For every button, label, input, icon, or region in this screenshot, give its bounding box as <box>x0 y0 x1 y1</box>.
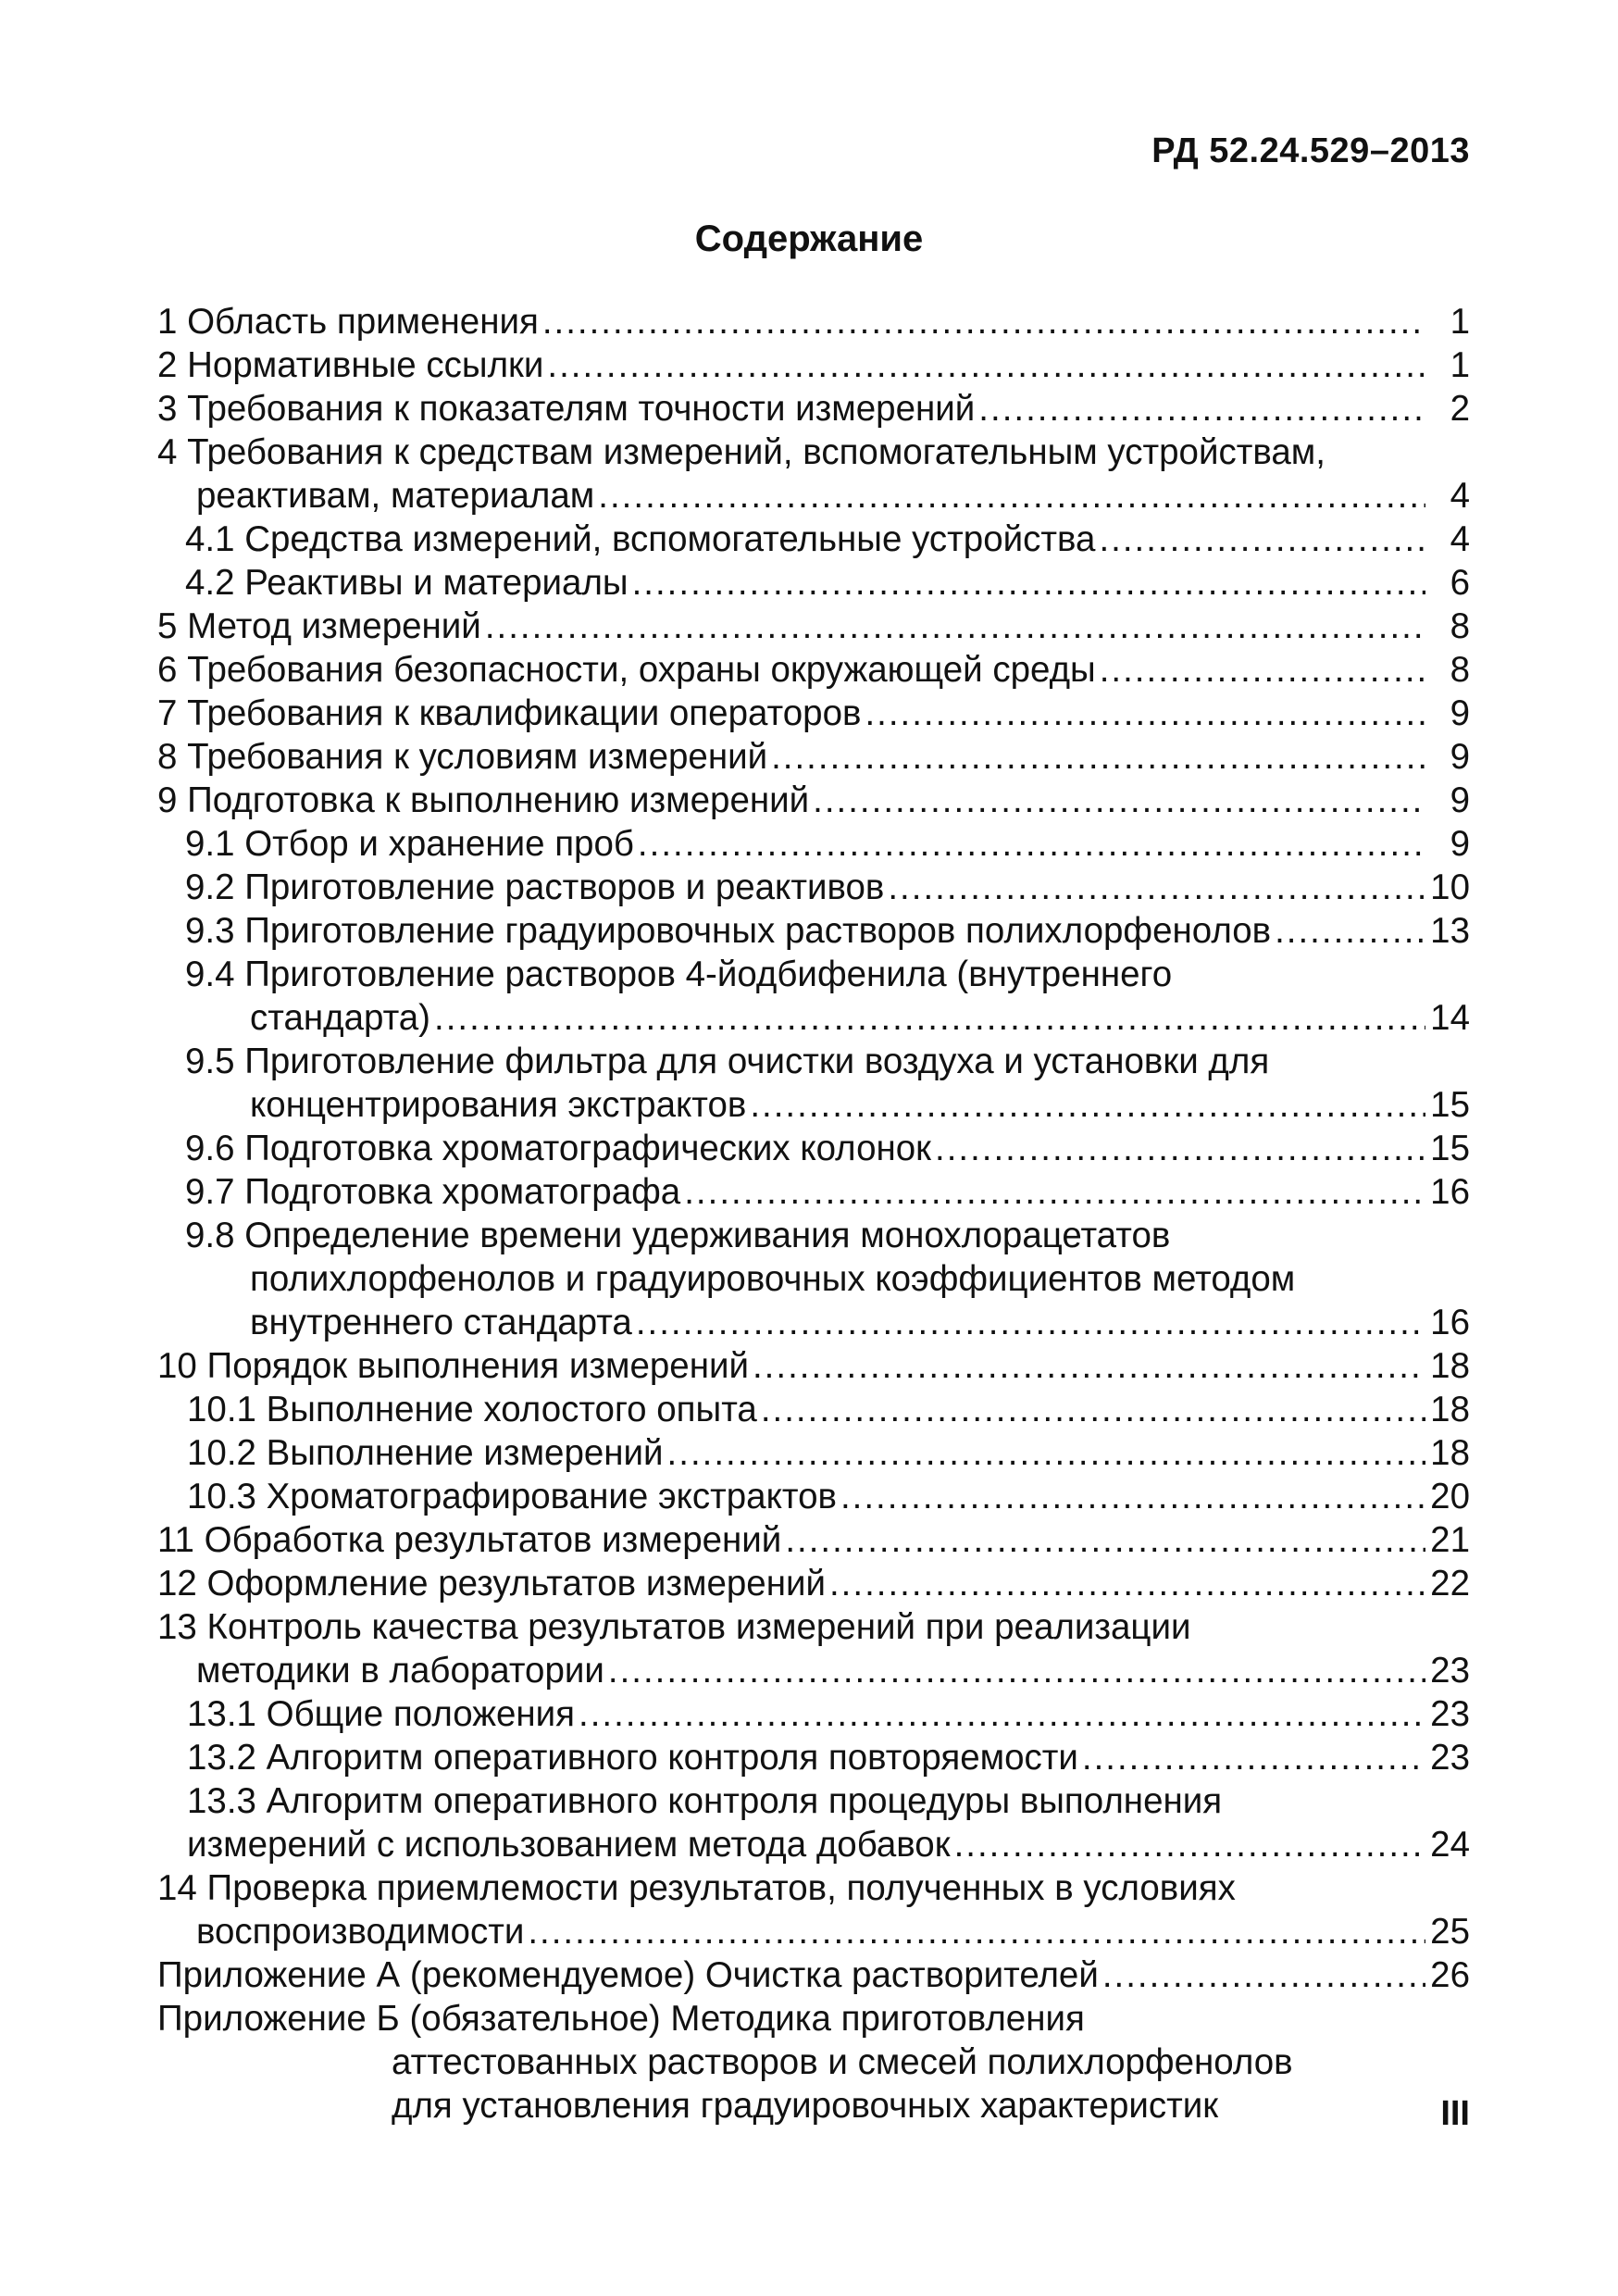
dot-leader <box>485 605 1425 648</box>
toc-entry[interactable] <box>157 1562 1470 1605</box>
toc-page-number: 18 <box>1430 1346 1470 1386</box>
toc-entry[interactable] <box>157 953 1470 1040</box>
toc-page-number: 14 <box>1430 998 1470 1038</box>
toc-entry[interactable] <box>157 1518 1470 1562</box>
toc-entry-text: 10 Порядок выполнения измерений <box>157 1346 749 1386</box>
toc-entry[interactable] <box>157 1388 1470 1431</box>
toc-entry-text: 1 Область применения <box>157 302 539 342</box>
toc-entry-text: 10.3 Хроматографирование экстрактов <box>187 1477 837 1516</box>
toc-title: Содержание <box>694 218 924 259</box>
toc-entry[interactable] <box>157 561 1470 605</box>
toc-entry-text: 8 Требования к условиям измерений <box>157 737 768 777</box>
toc-entry[interactable] <box>157 1605 1470 1692</box>
toc-entry-text: концентрирования экстрактов <box>250 1085 747 1125</box>
dot-leader <box>785 1518 1425 1562</box>
dot-leader <box>434 996 1425 1040</box>
toc-entry[interactable] <box>157 387 1470 430</box>
toc-entry-text: реактивам, материалам <box>196 476 595 516</box>
toc-page-number: 16 <box>1430 1172 1470 1212</box>
toc-entry-text: 13.1 Общие положения <box>187 1694 575 1734</box>
toc-entry-text: 6 Требования безопасности, охраны окружающей среды <box>157 650 1096 690</box>
toc-entry[interactable] <box>157 1692 1470 1736</box>
toc-entry[interactable] <box>157 909 1470 953</box>
toc-entry[interactable] <box>157 1127 1470 1170</box>
toc-page-number: 20 <box>1430 1477 1470 1516</box>
toc-page-number: 8 <box>1450 650 1470 690</box>
toc-entry-text: 9.5 Приготовление фильтра для очистки воздуха и установки для <box>185 1042 1270 1081</box>
toc-entry-text: измерений с использованием метода добавок <box>187 1825 951 1865</box>
toc-page-number: 26 <box>1430 1955 1470 1995</box>
page-number: III <box>1440 2094 1470 2133</box>
toc-entry[interactable] <box>157 1344 1470 1388</box>
toc-entry[interactable] <box>157 1214 1470 1344</box>
dot-leader <box>813 779 1425 822</box>
toc-entry[interactable] <box>157 1475 1470 1518</box>
toc-page-number: 10 <box>1430 867 1470 907</box>
dot-leader <box>684 1170 1425 1214</box>
toc-entry-text: полихлорфенолов и градуировочных коэффициентов методом <box>250 1259 1296 1299</box>
toc-page-number: 2 <box>1450 389 1470 429</box>
toc-entry-text: 11 Обработка результатов измерений <box>157 1520 782 1560</box>
toc-page-number: 22 <box>1430 1564 1470 1603</box>
toc-entry[interactable] <box>157 822 1470 866</box>
toc-entry-text: 4.1 Средства измерений, вспомогательные устройства <box>185 519 1096 559</box>
toc-entry[interactable] <box>157 1997 1470 2128</box>
toc-page-number: 1 <box>1450 302 1470 342</box>
toc-entry[interactable] <box>157 779 1470 822</box>
toc-entry-text: стандарта) <box>250 998 431 1038</box>
dot-leader <box>636 1301 1425 1344</box>
dot-leader <box>753 1344 1425 1388</box>
toc-page-number: 15 <box>1430 1129 1470 1168</box>
dot-leader <box>954 1823 1425 1866</box>
dot-leader <box>638 822 1425 866</box>
toc-entry-text: 9.1 Отбор и хранение проб <box>185 824 634 864</box>
toc-entry-text: 5 Метод измерений <box>157 606 481 646</box>
dot-leader <box>829 1562 1425 1605</box>
toc-page-number: 23 <box>1430 1738 1470 1778</box>
toc-entry[interactable] <box>157 430 1470 518</box>
toc-page-number: 8 <box>1450 606 1470 646</box>
toc-page-number: 16 <box>1430 1303 1470 1342</box>
toc-entry-text: 13.2 Алгоритм оперативного контроля повторяемости <box>187 1738 1078 1778</box>
dot-leader <box>528 1910 1425 1953</box>
toc-entry[interactable] <box>157 300 1470 343</box>
toc-entry[interactable] <box>157 1431 1470 1475</box>
toc-entry-text: воспроизводимости <box>196 1912 525 1952</box>
toc-entry-text: 9.4 Приготовление растворов 4-йодбифенила (внутреннего <box>185 955 1173 994</box>
toc-entry-text: 4.2 Реактивы и материалы <box>185 563 629 603</box>
toc-page-number: 18 <box>1430 1390 1470 1429</box>
toc-entry[interactable] <box>157 692 1470 735</box>
toc-entry[interactable] <box>157 343 1470 387</box>
toc-entry-text: 3 Требования к показателям точности измерений <box>157 389 976 429</box>
dot-leader <box>761 1388 1425 1431</box>
toc-page-number: 24 <box>1430 1825 1470 1865</box>
dot-leader <box>579 1692 1425 1736</box>
toc-entry[interactable] <box>157 1040 1470 1127</box>
dot-leader <box>978 387 1425 430</box>
toc-entry-text: 13.3 Алгоритм оперативного контроля процедуры выполнения <box>187 1781 1223 1821</box>
dot-leader <box>1100 648 1425 692</box>
dot-leader <box>542 300 1425 343</box>
toc-entry[interactable] <box>157 1779 1470 1866</box>
toc-page-number: 23 <box>1430 1651 1470 1691</box>
toc-page-number: 18 <box>1430 1433 1470 1473</box>
dot-leader <box>1082 1736 1425 1779</box>
dot-leader <box>598 474 1425 518</box>
dot-leader <box>632 561 1425 605</box>
toc-entry-text: внутреннего стандарта <box>250 1303 632 1342</box>
table-of-contents <box>157 300 1470 2128</box>
toc-entry-text: 9.6 Подготовка хроматографических колонок <box>185 1129 931 1168</box>
toc-entry-text: 4 Требования к средствам измерений, вспомогательным устройствам, <box>157 432 1326 472</box>
toc-entry-text: 9 Подготовка к выполнению измерений <box>157 780 810 820</box>
dot-leader <box>1102 1953 1425 1997</box>
toc-entry-text: 13 Контроль качества результатов измерений при реализации <box>157 1607 1191 1647</box>
toc-page-number: 21 <box>1430 1520 1470 1560</box>
dot-leader <box>865 692 1425 735</box>
dot-leader <box>750 1083 1425 1127</box>
dot-leader <box>935 1127 1425 1170</box>
toc-page-number: 4 <box>1450 476 1470 516</box>
toc-page-number: 1 <box>1450 345 1470 385</box>
toc-entry[interactable] <box>157 605 1470 648</box>
toc-entry[interactable] <box>157 648 1470 692</box>
toc-entry[interactable] <box>157 518 1470 561</box>
dot-leader <box>840 1475 1425 1518</box>
toc-entry-text: для установления градуировочных характеристик <box>392 2086 1219 2126</box>
toc-page-number: 9 <box>1450 737 1470 777</box>
toc-entry-text: 9.3 Приготовление градуировочных растворов полихлорфенолов <box>185 911 1272 951</box>
dot-leader <box>1275 909 1425 953</box>
toc-entry-text: 14 Проверка приемлемости результатов, полученных в условиях <box>157 1868 1236 1908</box>
toc-entry[interactable] <box>157 1953 1470 1997</box>
toc-page-number: 6 <box>1450 563 1470 603</box>
toc-entry[interactable] <box>157 1866 1470 1953</box>
toc-page-number: 9 <box>1450 824 1470 864</box>
toc-entry[interactable] <box>157 1736 1470 1779</box>
toc-page-number: 9 <box>1450 693 1470 733</box>
toc-entry-text: 10.1 Выполнение холостого опыта <box>187 1390 757 1429</box>
toc-page-number: 13 <box>1430 911 1470 951</box>
document-code: РД 52.24.529–2013 <box>1151 131 1470 170</box>
toc-entry-text: 9.8 Определение времени удерживания монохлорацетатов <box>185 1216 1171 1255</box>
toc-entry-text: 12 Оформление результатов измерений <box>157 1564 826 1603</box>
toc-entry-text: Приложение А (рекомендуемое) Очистка растворителей <box>157 1955 1099 1995</box>
dot-leader <box>1099 518 1425 561</box>
toc-entry-text: 9.2 Приготовление растворов и реактивов <box>185 867 885 907</box>
toc-entry-text: методики в лаборатории <box>196 1651 604 1691</box>
toc-entry-text: Приложение Б (обязательное) Методика приготовления <box>157 1999 1085 2039</box>
dot-leader <box>771 735 1425 779</box>
toc-page-number: 15 <box>1430 1085 1470 1125</box>
toc-entry[interactable] <box>157 735 1470 779</box>
dot-leader <box>547 343 1425 387</box>
toc-entry-text: 9.7 Подготовка хроматографа <box>185 1172 681 1212</box>
toc-page-number: 9 <box>1450 780 1470 820</box>
toc-entry[interactable] <box>157 1170 1470 1214</box>
dot-leader <box>667 1431 1425 1475</box>
toc-entry-text: 10.2 Выполнение измерений <box>187 1433 664 1473</box>
toc-entry-text: 2 Нормативные ссылки <box>157 345 544 385</box>
toc-page-number: 23 <box>1430 1694 1470 1734</box>
toc-entry-text: аттестованных растворов и смесей полихлорфенолов <box>392 2042 1293 2082</box>
toc-entry[interactable] <box>157 866 1470 909</box>
toc-page-number: 25 <box>1430 1912 1470 1952</box>
dot-leader <box>608 1649 1425 1692</box>
toc-page-number: 4 <box>1450 519 1470 559</box>
toc-entry-text: 7 Требования к квалификации операторов <box>157 693 862 733</box>
dot-leader <box>888 866 1425 909</box>
